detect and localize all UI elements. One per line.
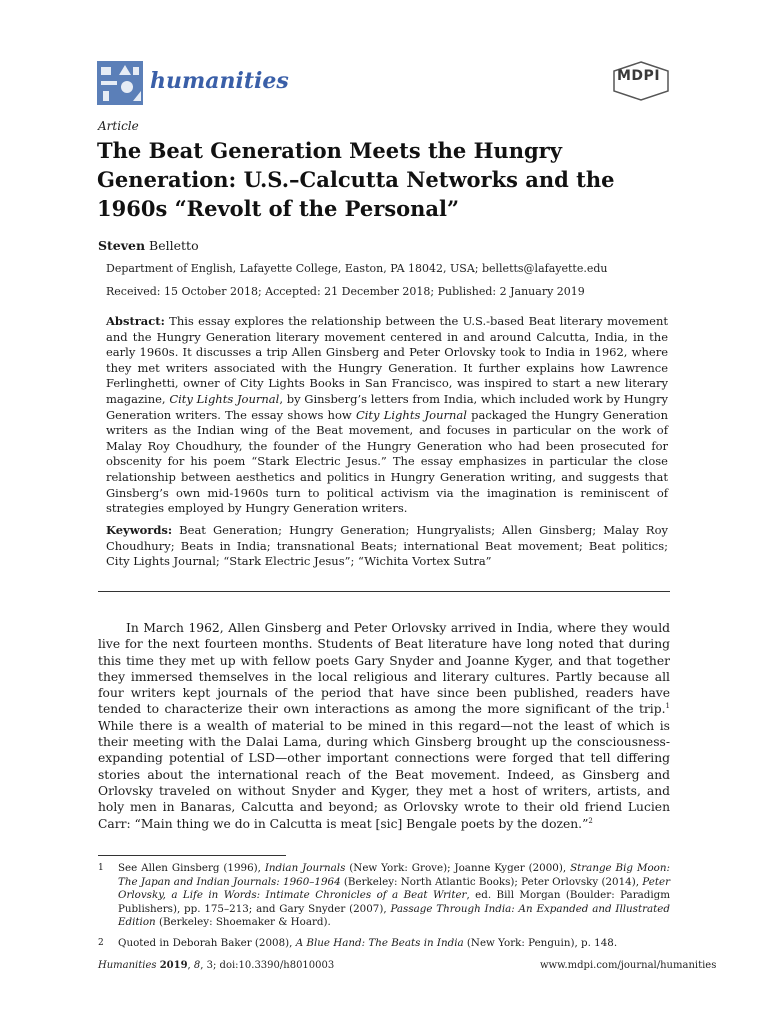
article-title: The Beat Generation Meets the Hungry Generation: U.S.–Calcutta Networks and the 1960s “Revolt of the Personal” xyxy=(97,138,615,221)
body-text-2: While there is a wealth of material to be mined in this regard—not the least of which is their meeting with the Dalai Lama, during which Ginsberg brought up the consciousness-expanding potential of LSD—other important connections were forged that tell differing stories about the international reach of the Beat movement. Indeed, as Ginsberg and Orlovsky traveled on without Snyder and Kyger, they met a host of writers, artists, and holy men in Banaras, Calcutta and beyond; as Orlovsky wrote to their old friend Lucien Carr: “Main thing we do in Calcutta is meat [sic] Bengale poets by the dozen.” xyxy=(98,718,670,831)
journal-url-link[interactable]: www.mdpi.com/journal/humanities xyxy=(540,960,717,971)
abstract-text-3: packaged the Hungry Generation writers as the Indian wing of the Beat movement, and focuses in particular on the work of Malay Roy Choudhury, the founder of the Hungry Generation who had been prosecuted for obscenity for his poem “Stark Electric Jesus.” The essay emphasizes in particular the close relationship between aesthetics and politics in Hungry Generation writing, and suggests that Ginsberg’s own mid-1960s turn to political activism via the imagination is reminiscent of strategies employed by Hungry Generation writers. xyxy=(106,407,668,516)
publisher-name: MDPI xyxy=(617,68,661,84)
footnote-title: Strange Big Moon: The Japan and Indian Journals: 1960–1964 xyxy=(118,862,670,888)
footnote-segment: (New York: Grove); Joanne Kyger (2000), xyxy=(345,862,571,874)
keywords xyxy=(106,523,668,570)
body-paragraph xyxy=(98,620,670,832)
author-first-name: Steven xyxy=(98,238,146,253)
footnote-segment: See Allen Ginsberg (1996), xyxy=(118,862,265,874)
footnote-1 xyxy=(98,862,670,930)
article-type: Article xyxy=(98,119,139,133)
body-text-1: In March 1962, Allen Ginsberg and Peter Orlovsky arrived in India, where they would live for the next fourteen months. Students of Beat literature have long noted that during this time they met up with fellow poets Gary Snyder and Joanne Kyger, and that together they immersed themselves in the local religious and literary cultures. Partly because all four writers kept journals of the period that have since been published, readers have tended to characterize their own interactions as among the more significant of the trip. xyxy=(98,621,670,717)
footnote-title: Indian Journals xyxy=(264,862,346,874)
citation-footer: Humanities 2019, 8, 3; doi:10.3390/h8010003 xyxy=(98,960,335,971)
author-line xyxy=(98,238,199,253)
abstract xyxy=(106,314,668,517)
footnote-divider xyxy=(98,855,286,856)
footer-journal: Humanities xyxy=(98,960,157,971)
footnote-segment: (Berkeley: Shoemaker & Hoard). xyxy=(155,916,331,929)
footnote-text xyxy=(98,937,670,951)
publication-dates: Received: 15 October 2018; Accepted: 21 December 2018; Published: 2 January 2019 xyxy=(106,285,585,298)
journal-name: humanities xyxy=(150,68,289,94)
footnote-segment: , ed. Bill Morgan (Boulder: Paradigm Publishers), pp. 175–213; and Gary Snyder (2007), xyxy=(118,889,670,915)
section-divider xyxy=(98,591,670,592)
footer-year: 2019 xyxy=(159,960,188,971)
footer-doi: , 3; doi:10.3390/h8010003 xyxy=(200,960,335,971)
abstract-text-2: , by Ginsberg’s letters from India, which included work by Hungry Generation writers. The essay shows how xyxy=(106,391,668,422)
footnote-text xyxy=(98,862,670,930)
footnote-ref-1[interactable]: 1 xyxy=(665,702,670,711)
footnote-title: Passage Through India: An Expanded and Illustrated Edition xyxy=(118,902,670,929)
footer-volume: 8 xyxy=(193,960,201,971)
author-last-name: Belletto xyxy=(149,238,199,253)
abstract-italic-2: City Lights Journal xyxy=(355,407,467,422)
footnote-ref-2[interactable]: 2 xyxy=(588,816,593,825)
abstract-label: Abstract: xyxy=(106,314,165,328)
footnote-number: 2 xyxy=(98,938,104,948)
footnote-2 xyxy=(98,937,670,951)
footnote-number: 1 xyxy=(98,863,104,873)
footnote-segment: (New York: Penguin), p. 148. xyxy=(463,937,618,949)
footnote-segment: (Berkeley: North Atlantic Books); Peter Orlovsky (2014), xyxy=(340,875,643,888)
footnote-title: A Blue Hand: The Beats in India xyxy=(295,937,464,949)
keywords-text: Beat Generation; Hungry Generation; Hungryalists; Allen Ginsberg; Malay Roy Choudhury; Beats in India; transnational Beats; international Beat movement; Beat politics; City Lights Journal; “Stark Electric Jesus”; “Wichita Vortex Sutra” xyxy=(106,523,668,569)
affiliation: Department of English, Lafayette College, Easton, PA 18042, USA; belletts@lafayette.edu xyxy=(106,262,608,275)
keywords-label: Keywords: xyxy=(106,523,173,537)
journal-logo-icon xyxy=(97,61,143,105)
footnote-title: Peter Orlovsky, a Life in Words: Intimate Chronicles of a Beat Writer xyxy=(118,875,671,902)
abstract-italic-1: City Lights Journal xyxy=(169,391,280,406)
abstract-text-1: This essay explores the relationship between the U.S.-based Beat literary movement and the Hungry Generation literary movement centered in and around Calcutta, India, in the early 1960s. It discusses a trip Allen Ginsberg and Peter Orlovsky took to India in 1962, where they met writers associated with the Hungry Generation. It further explains how Lawrence Ferlinghetti, owner of City Lights Books in San Francisco, was inspired to start a new literary magazine, xyxy=(106,314,668,406)
footnote-segment: Quoted in Deborah Baker (2008), xyxy=(118,937,296,949)
